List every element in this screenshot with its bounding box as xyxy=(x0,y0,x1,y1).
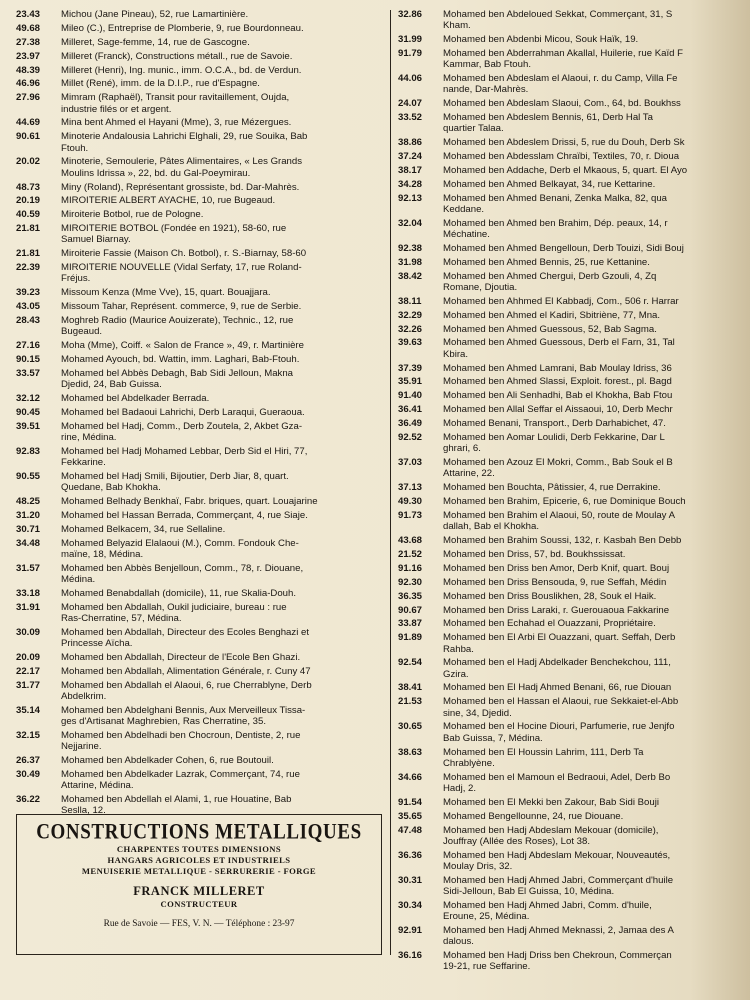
directory-entry xyxy=(398,657,750,679)
phone-number: 36.49 xyxy=(398,418,423,430)
phone-number: 30.71 xyxy=(16,523,41,535)
directory-entry xyxy=(398,296,750,307)
directory-entry xyxy=(398,137,750,148)
entry-text: Mohamed ben el Hadj Abdelkader Benchekchou, 111, Gzira. xyxy=(443,657,671,680)
entry-text: Mohamed ben Abdelkader Cohen, 6, rue Boutouil. xyxy=(61,755,274,767)
directory-entry xyxy=(16,156,382,178)
directory-entry xyxy=(398,257,750,268)
directory-entry xyxy=(16,301,382,312)
directory-entry xyxy=(16,262,382,284)
directory-entry xyxy=(16,195,382,206)
directory-entry xyxy=(16,602,382,624)
phone-number: 30.65 xyxy=(398,721,423,733)
phone-number: 31.77 xyxy=(16,679,41,691)
entry-text: Mohamed ben Ali Senhadhi, Bab el Khokha, Bab Ftou xyxy=(443,390,673,402)
entry-text: Michou (Jane Pineau), 52, rue Lamartinière. xyxy=(61,9,249,20)
phone-number: 92.52 xyxy=(398,432,423,443)
phone-number: 32.15 xyxy=(16,729,41,741)
phone-number: 27.38 xyxy=(16,36,41,48)
entry-text: Mohamed ben Hadj Abdeslam Mekouar, Nouveautés, Moulay Dris, 32. xyxy=(443,849,671,872)
ad-line-2: HANGARS AGRICOLES ET INDUSTRIELS xyxy=(107,855,291,865)
phone-number: 36.16 xyxy=(398,950,423,961)
entry-text: Mohamed ben Ahmed Guessous, 52, Bab Sagma. xyxy=(443,323,657,335)
directory-entry xyxy=(398,151,750,162)
phone-number: 37.03 xyxy=(398,457,423,469)
directory-entry xyxy=(16,51,382,62)
ad-company-name: FRANCK MILLERET xyxy=(133,884,265,898)
entry-text: Minoterie Andalousia Lahrichi Elghali, 29, rue Souika, Bab Ftouh. xyxy=(61,131,308,154)
entry-text: Mohamed ben El Houssin Lahrim, 111, Derb Ta Chrablyène. xyxy=(443,746,644,769)
phone-number: 28.43 xyxy=(16,315,41,327)
phone-number: 39.63 xyxy=(398,337,423,349)
directory-entry xyxy=(398,418,750,429)
entry-text: Mohamed ben Abdelkader Lazrak, Commerçant, 74, rue Attarine, Médina. xyxy=(61,768,300,792)
entry-text: Milleret (Franck), Constructions métall., rue de Savoie. xyxy=(61,50,293,62)
entry-text: Mohamed ben Abdeslem Drissi, 5, rue du Douh, Derb Sk xyxy=(443,137,685,149)
phone-number: 22.39 xyxy=(16,262,41,274)
directory-entry xyxy=(398,496,750,507)
phone-number: 43.68 xyxy=(398,535,423,547)
entry-text: Mohamed ben Brahim Soussi, 132, r. Kasbah Ben Debb xyxy=(443,535,682,547)
directory-entry xyxy=(16,287,382,298)
entry-text: Mohamed bel Hadj Smili, Bijoutier, Derb Jiar, 8, quart. Quedane, Bab Khokha. xyxy=(61,470,289,494)
ad-title: CONSTRUCTIONS METALLIQUES xyxy=(36,820,362,845)
entry-text: Mohamed ben Addache, Derb el Mkaous, 5, quart. El Ayo xyxy=(443,164,688,176)
phone-number: 39.51 xyxy=(16,420,41,432)
phone-number: 24.07 xyxy=(398,98,423,110)
advertisement-box xyxy=(16,814,382,955)
directory-entry xyxy=(16,117,382,128)
entry-text: Mohamed ben El Hadj Ahmed Benani, 66, rue Diouan xyxy=(443,682,672,694)
directory-entry xyxy=(16,65,382,76)
directory-entry xyxy=(398,324,750,335)
directory-entry xyxy=(398,193,750,215)
directory-entry xyxy=(398,98,750,109)
phone-number: 20.19 xyxy=(16,195,41,207)
entry-text: Mohamed ben Driss Laraki, r. Guerouaoua Fakkarine xyxy=(443,604,670,616)
entry-text: Mohamed Bengellounne, 24, rue Diouane. xyxy=(443,810,624,822)
entry-text: Mohamed ben Brahim el Alaoui, 50, route de Moulay A dallah, Bab el Khokha. xyxy=(443,509,675,533)
entry-text: Mohamed bel Abbès Debagh, Bab Sidi Jelloun, Makna Djedid, 24, Bab Guissa. xyxy=(61,367,293,391)
phone-number: 33.18 xyxy=(16,587,41,599)
phone-number: 26.37 xyxy=(16,755,41,767)
entry-text: Mohamed ben Aomar Loulidi, Derb Fekkarine, Dar L ghrari, 6. xyxy=(443,432,665,455)
phone-number: 38.41 xyxy=(398,682,423,694)
entry-text: Mohamed ben Ahmed ben Brahim, Dép. peaux, 14, r Méchatine. xyxy=(443,217,668,241)
directory-entry xyxy=(16,755,382,766)
phone-number: 21.52 xyxy=(398,548,423,560)
entry-text: Mohamed ben Hadj Driss ben Chekroun, Commerçan 19-21, rue Seffarine. xyxy=(443,950,672,973)
entry-text: Mohamed ben Ahmed Bennis, 25, rue Kettanine. xyxy=(443,256,650,268)
phone-number: 30.34 xyxy=(398,899,423,911)
entry-text: Mohamed ben Ahmed el Kadiri, Sbitriène, 77, Mna. xyxy=(443,309,661,321)
directory-entry xyxy=(16,627,382,649)
phone-number: 27.96 xyxy=(16,92,41,104)
entry-text: Mohamed ben Driss Bensouda, 9, rue Seffah, Médin xyxy=(443,576,667,588)
directory-entry xyxy=(398,850,750,872)
phone-number: 32.04 xyxy=(398,217,423,229)
phone-number: 90.67 xyxy=(398,604,423,616)
phone-number: 27.16 xyxy=(16,340,41,352)
directory-entry xyxy=(398,875,750,897)
phone-number: 47.48 xyxy=(398,824,423,836)
entry-text: Mohamed ben Abdelhadi ben Chocroun, Dentiste, 2, rue Nejjarine. xyxy=(61,729,301,753)
entry-text: Minoterie, Semoulerie, Pâtes Alimentaires, « Les Grands Moulins Idrissa », 22, bd. du Gal-Poeymirau. xyxy=(61,156,303,179)
entry-text: Missoum Kenza (Mme Vve), 15, quart. Bouajjara. xyxy=(61,287,271,299)
directory-entry xyxy=(16,340,382,351)
directory-entry xyxy=(398,48,750,70)
phone-number: 31.99 xyxy=(398,34,423,46)
phone-number: 46.96 xyxy=(16,78,41,90)
directory-entry xyxy=(398,337,750,359)
entry-text: Mohamed ben Driss Bouslikhen, 28, Souk el Haik. xyxy=(443,590,657,602)
entry-text: Mohamed ben Abderrahman Akallal, Huilerie, rue Kaïd F Kammar, Bab Ftouh. xyxy=(443,47,683,71)
entry-text: Miroiterie Botbol, rue de Pologne. xyxy=(61,209,204,221)
entry-text: Mohamed ben El Mekki ben Zakour, Bab Sidi Bouji xyxy=(443,796,659,808)
entry-text: Mohamed ben Allal Seffar el Aissaoui, 10, Derb Mechr xyxy=(443,404,673,416)
phone-number: 92.30 xyxy=(398,576,423,588)
directory-entry xyxy=(398,825,750,847)
directory-entry xyxy=(16,315,382,337)
directory-entry xyxy=(16,496,382,507)
phone-number: 30.09 xyxy=(16,626,41,638)
phone-number: 21.81 xyxy=(16,223,41,235)
directory-entry xyxy=(398,112,750,134)
directory-entry xyxy=(398,682,750,693)
phone-number: 35.91 xyxy=(398,376,423,388)
entry-text: Mohamed ben Ahmed Bengelloun, Derb Touizi, Sidi Bouj xyxy=(443,242,684,254)
entry-text: Mohamed bel Hassan Berrada, Commerçant, 4, rue Siaje. xyxy=(61,509,308,521)
entry-text: Mohamed Belkacem, 34, rue Sellaline. xyxy=(61,523,226,535)
directory-entry xyxy=(398,721,750,743)
phone-number: 38.86 xyxy=(398,137,423,149)
entry-text: Milleret (Henri), Ing. munic., imm. O.C.A., bd. de Verdun. xyxy=(61,64,302,76)
entry-text: Mohamed ben Driss, 57, bd. Boukhssissat. xyxy=(443,548,626,560)
entry-text: Mohamed ben Azouz El Mokri, Comm., Bab Souk el B Attarine, 22. xyxy=(443,457,673,480)
directory-entry xyxy=(398,243,750,254)
entry-text: Mohamed ben Abbès Benjelloun, Comm., 78, r. Diouane, Médina. xyxy=(61,562,304,586)
phone-number: 20.09 xyxy=(16,652,41,664)
entry-text: Miny (Roland), Représentant grossiste, bd. Dar-Mahrès. xyxy=(61,181,300,193)
entry-text: Mohamed ben Abdallah, Directeur de l'Ecole Ben Ghazi. xyxy=(61,652,301,664)
entry-text: Mohamed ben El Arbi El Ouazzani, quart. Seffah, Derb Rahba. xyxy=(443,632,676,655)
entry-text: Mohamed ben Hadj Ahmed Jabri, Commerçant d'huile Sidi-Jelloun, Bab El Guissa, 10, Médina. xyxy=(443,874,674,897)
phone-number: 91.40 xyxy=(398,390,423,402)
phone-number: 37.39 xyxy=(398,362,423,374)
directory-entry xyxy=(398,390,750,401)
directory-entry xyxy=(16,471,382,493)
phone-number: 31.91 xyxy=(16,601,41,613)
entry-text: Mohamed ben el Hocine Diouri, Parfumerie, rue Jenjfo Bab Guissa, 7, Médina. xyxy=(443,721,675,744)
entry-text: Mimram (Raphaël), Transit pour ravitaillement, Oujda, industrie filés or et argent. xyxy=(61,92,290,115)
entry-text: Mohamed Belyazid Elalaoui (M.), Comm. Fondouk Che- maïne, 18, Médina. xyxy=(61,537,299,560)
phone-number: 48.25 xyxy=(16,496,41,508)
phone-number: 36.35 xyxy=(398,590,423,602)
phone-number: 33.52 xyxy=(398,112,423,124)
phone-number: 92.91 xyxy=(398,924,423,936)
directory-entry xyxy=(398,510,750,532)
phone-number: 30.31 xyxy=(398,874,423,886)
directory-entry xyxy=(398,165,750,176)
directory-entry xyxy=(398,73,750,95)
phone-number: 32.86 xyxy=(398,9,423,20)
phone-number: 36.36 xyxy=(398,849,423,861)
phone-number: 91.79 xyxy=(398,47,423,59)
entry-text: Millet (René), imm. de la D.I.P., rue d'Espagne. xyxy=(61,78,260,90)
entry-text: Mohamed bel Abdelkader Berrada. xyxy=(61,393,210,405)
entry-text: Mohamed Benabdallah (domicile), 11, rue Skalia-Douh. xyxy=(61,587,296,599)
directory-entry xyxy=(16,666,382,677)
phone-number: 40.59 xyxy=(16,209,41,221)
directory-entry xyxy=(398,811,750,822)
entry-text: Mohamed ben Abdallah, Oukil judiciaire, bureau : rue Ras-Cherratine, 57, Médina. xyxy=(61,601,287,625)
phone-number: 22.17 xyxy=(16,665,41,677)
directory-entry xyxy=(398,457,750,479)
phone-number: 31.57 xyxy=(16,562,41,574)
directory-entry xyxy=(398,271,750,293)
phone-number: 43.05 xyxy=(16,301,41,313)
phone-number: 44.06 xyxy=(398,73,423,85)
phone-number: 37.24 xyxy=(398,151,423,163)
entry-text: Mohamed ben Hadj Ahmed Jabri, Comm. d'huile, Eroune, 25, Médina. xyxy=(443,899,652,923)
ad-role: CONSTRUCTEUR xyxy=(160,899,238,909)
entry-text: Mohamed ben Abdelghani Bennis, Aux Merveilleux Tissa- ges d'Artisanat Maghrebien, Ras Cherratine, 35. xyxy=(61,704,306,728)
directory-entry xyxy=(16,730,382,752)
phone-number: 49.68 xyxy=(16,22,41,34)
directory-entry xyxy=(398,404,750,415)
directory-entry xyxy=(398,925,750,947)
entry-text: Mohamed ben Abdeslam el Alaoui, r. du Camp, Villa Fe nande, Dar-Mahrès. xyxy=(443,73,678,96)
entry-text: Mohamed ben Abdenbi Micou, Souk Haïk, 19. xyxy=(443,34,639,46)
directory-entry xyxy=(398,797,750,808)
directory-entry xyxy=(398,179,750,190)
phone-number: 38.63 xyxy=(398,746,423,758)
entry-text: Mohamed ben Ahmed Benani, Zenka Malka, 82, qua Keddane. xyxy=(443,192,667,215)
phone-number: 39.23 xyxy=(16,287,41,299)
entry-text: Mohamed bel Hadj Mohamed Lebbar, Derb Sid el Hiri, 77, Fekkarine. xyxy=(61,445,308,469)
phone-number: 48.73 xyxy=(16,181,41,193)
phone-number: 49.30 xyxy=(398,496,423,508)
directory-entry xyxy=(16,680,382,702)
directory-entry xyxy=(16,368,382,390)
phone-number: 32.26 xyxy=(398,323,423,335)
directory-entry xyxy=(398,376,750,387)
entry-text: Mohamed bel Hadj, Comm., Derb Zoutela, 2, Akbet Gza- rine, Médina. xyxy=(61,420,303,443)
entry-text: Mohamed Belhady Benkhaï, Fabr. briques, quart. Louajarine xyxy=(61,496,318,508)
phone-number: 91.89 xyxy=(398,632,423,644)
directory-entry xyxy=(16,23,382,34)
directory-entry xyxy=(398,696,750,718)
entry-text: Mohamed ben Echahad el Ouazzani, Propriétaire. xyxy=(443,618,656,630)
phone-number: 30.49 xyxy=(16,768,41,780)
phone-number: 92.38 xyxy=(398,242,423,254)
directory-entry xyxy=(16,769,382,791)
directory-entry xyxy=(16,446,382,468)
directory-entry xyxy=(398,363,750,374)
directory-entry xyxy=(16,563,382,585)
entry-text: Mohamed ben Driss ben Amor, Derb Knif, quart. Bouj xyxy=(443,562,670,574)
directory-entry xyxy=(16,421,382,443)
directory-entry xyxy=(16,588,382,599)
entry-text: Mohamed ben Abdeslam Slaoui, Com., 64, bd. Boukhss xyxy=(443,98,681,110)
directory-entry xyxy=(16,182,382,193)
phone-number: 38.42 xyxy=(398,270,423,282)
directory-entry xyxy=(16,354,382,365)
directory-entry xyxy=(398,900,750,922)
phone-number: 23.97 xyxy=(16,50,41,62)
ad-line-1: CHARPENTES TOUTES DIMENSIONS xyxy=(116,844,282,854)
directory-entry xyxy=(16,652,382,663)
entry-text: Moha (Mme), Coiff. « Salon de France », 49, r. Martinière xyxy=(61,340,304,352)
directory-entry xyxy=(16,78,382,89)
entry-text: Mohamed ben Abdeslem Bennis, 61, Derb Hal Ta quartier Talaa. xyxy=(443,112,653,135)
directory-entry xyxy=(398,632,750,654)
directory-entry xyxy=(16,9,382,20)
entry-text: Mina bent Ahmed el Hayani (Mme), 3, rue Mézergues. xyxy=(61,117,292,129)
phone-number: 91.73 xyxy=(398,509,423,521)
phone-number: 35.14 xyxy=(16,704,41,716)
phone-number: 36.22 xyxy=(16,794,41,806)
phone-number: 34.66 xyxy=(398,771,423,783)
phone-number: 21.81 xyxy=(16,248,41,260)
directory-entry xyxy=(398,549,750,560)
phone-number: 34.28 xyxy=(398,178,423,190)
entry-text: MIROITERIE NOUVELLE (Vidal Serfaty, 17, rue Roland- Fréjus. xyxy=(61,262,302,285)
directory-entry xyxy=(16,393,382,404)
directory-entry xyxy=(398,591,750,602)
phone-number: 38.11 xyxy=(398,295,422,307)
phone-number: 34.48 xyxy=(16,537,41,549)
phone-number: 36.41 xyxy=(398,404,423,416)
phone-number: 37.13 xyxy=(398,482,423,494)
phone-number: 23.43 xyxy=(16,9,41,20)
phone-number: 90.45 xyxy=(16,406,41,418)
entry-text: Moghreb Radio (Maurice Aouizerate), Technic., 12, rue Bugeaud. xyxy=(61,315,294,338)
directory-entry xyxy=(398,535,750,546)
entry-text: Mohamed ben Ahmed Guessous, Derb el Farn, 31, Tal Kbira. xyxy=(443,337,675,360)
right-column xyxy=(398,9,750,975)
ad-line-3: MENUISERIE METALLIQUE - SERRURERIE - FORGE xyxy=(81,866,317,876)
phone-number: 92.83 xyxy=(16,445,41,457)
entry-text: Mohamed ben Ahmed Belkayat, 34, rue Kettarine. xyxy=(443,178,656,190)
entry-text: Mohamed ben Ahmed Slassi, Exploit. forest., pl. Bagd xyxy=(443,376,672,388)
directory-entry xyxy=(398,747,750,769)
phone-number: 32.12 xyxy=(16,393,41,405)
entry-text: Mohamed ben Abdallah, Alimentation Générale, r. Cuny 47 xyxy=(61,665,311,677)
phone-number: 35.65 xyxy=(398,810,423,822)
directory-entry xyxy=(16,510,382,521)
directory-entry xyxy=(16,524,382,535)
entry-text: Mohamed bel Badaoui Lahrichi, Derb Laraqui, Gueraoua. xyxy=(61,406,305,418)
entry-text: MIROITERIE ALBERT AYACHE, 10, rue Bugeaud. xyxy=(61,195,276,207)
entry-text: Mohamed ben Hadj Abdeslam Mekouar (domicile), Jouffray (Allée des Roses), Lot 38. xyxy=(443,824,659,847)
directory-entry xyxy=(16,248,382,259)
directory-entry xyxy=(16,92,382,114)
directory-entry xyxy=(398,218,750,240)
phone-number: 33.87 xyxy=(398,618,423,630)
entry-text: Mileo (C.), Entreprise de Plomberie, 9, rue Bourdonneau. xyxy=(61,22,304,34)
phone-number: 91.16 xyxy=(398,562,423,574)
phone-number: 21.53 xyxy=(398,696,423,708)
directory-entry xyxy=(398,310,750,321)
directory-entry xyxy=(16,223,382,245)
directory-entry xyxy=(398,950,750,972)
entry-text: Mohamed ben Abdallah el Alaoui, 6, rue Cherrablyne, Derb Abdelkrim. xyxy=(61,679,312,702)
entry-text: MIROITERIE BOTBOL (Fondée en 1921), 58-60, rue Samuel Biarnay. xyxy=(61,223,287,246)
entry-text: Miroiterie Fassie (Maison Ch. Botbol), r. S.-Biarnay, 58-60 xyxy=(61,248,307,260)
entry-text: Mohamed ben el Mamoun el Bedraoui, Adel, Derb Bo Hadj, 2. xyxy=(443,771,671,794)
entry-text: Mohamed ben Ahmed Chergui, Derb Gzouli, 4, Zq Romane, Djoutia. xyxy=(443,270,657,293)
entry-text: Mohamed Benani, Transport., Derb Darhabichet, 47. xyxy=(443,418,666,430)
phone-number: 48.39 xyxy=(16,64,41,76)
entry-text: Mohamed ben Ahmed Lamrani, Bab Moulay Idriss, 36 xyxy=(443,362,672,374)
phone-number: 33.57 xyxy=(16,367,41,379)
phone-number: 90.15 xyxy=(16,354,41,366)
phone-number: 44.69 xyxy=(16,117,41,129)
directory-entry xyxy=(398,563,750,574)
directory-entry xyxy=(398,618,750,629)
column-divider xyxy=(390,10,391,955)
phone-number: 90.61 xyxy=(16,131,41,143)
directory-entry xyxy=(398,432,750,454)
entry-text: Mohamed ben Abdeloued Sekkat, Commerçant, 31, S Kham. xyxy=(443,9,673,32)
entry-text: Missoum Tahar, Représent. commerce, 9, rue de Serbie. xyxy=(61,301,302,313)
directory-entry xyxy=(398,605,750,616)
directory-entry xyxy=(398,34,750,45)
entry-text: Mohamed ben el Hassan el Alaoui, rue Sekkaiet-el-Abb sine, 34, Djedid. xyxy=(443,696,679,719)
directory-entry xyxy=(398,482,750,493)
phone-number: 20.02 xyxy=(16,156,41,168)
directory-entry xyxy=(16,538,382,560)
left-column xyxy=(16,9,382,819)
entry-text: Mohamed Ayouch, bd. Wattin, imm. Laghari, Bab-Ftouh. xyxy=(61,354,300,366)
directory-entry xyxy=(398,577,750,588)
phone-number: 90.55 xyxy=(16,470,41,482)
entry-text: Mohamed ben Hadj Ahmed Meknassi, 2, Jamaa des A dalous. xyxy=(443,924,674,948)
entry-text: Mohamed ben Abdesslam Chraïbi, Textiles, 70, r. Dioua xyxy=(443,151,680,163)
ad-address: Rue de Savoie — FES, V. N. — Téléphone : 23-97 xyxy=(103,919,295,929)
entry-text: Mohamed ben Ahhmed El Kabbadj, Com., 506 r. Harrar xyxy=(443,295,679,307)
entry-text: Milleret, Sage-femme, 14, rue de Gascogne. xyxy=(61,36,250,48)
directory-entry xyxy=(16,37,382,48)
phone-number: 31.98 xyxy=(398,256,423,268)
entry-text: Mohamed ben Abdellah el Alami, 1, rue Houatine, Bab Seslla, 12. xyxy=(61,794,292,817)
phone-number: 91.54 xyxy=(398,796,423,808)
phone-number: 32.29 xyxy=(398,309,423,321)
phone-number: 92.54 xyxy=(398,657,423,669)
entry-text: Mohamed ben Bouchta, Pâtissier, 4, rue Derrakine. xyxy=(443,482,661,494)
phone-number: 38.17 xyxy=(398,164,423,176)
directory-entry xyxy=(16,209,382,220)
directory-entry xyxy=(398,9,750,31)
directory-entry xyxy=(16,407,382,418)
phone-number: 31.20 xyxy=(16,509,41,521)
directory-entry xyxy=(16,705,382,727)
phone-number: 92.13 xyxy=(398,192,423,204)
entry-text: Mohamed ben Brahim, Epicerie, 6, rue Dominique Bouch xyxy=(443,496,686,508)
directory-entry xyxy=(16,131,382,153)
directory-entry xyxy=(398,772,750,794)
entry-text: Mohamed ben Abdallah, Directeur des Ecoles Benghazi et Princesse Aïcha. xyxy=(61,626,309,650)
